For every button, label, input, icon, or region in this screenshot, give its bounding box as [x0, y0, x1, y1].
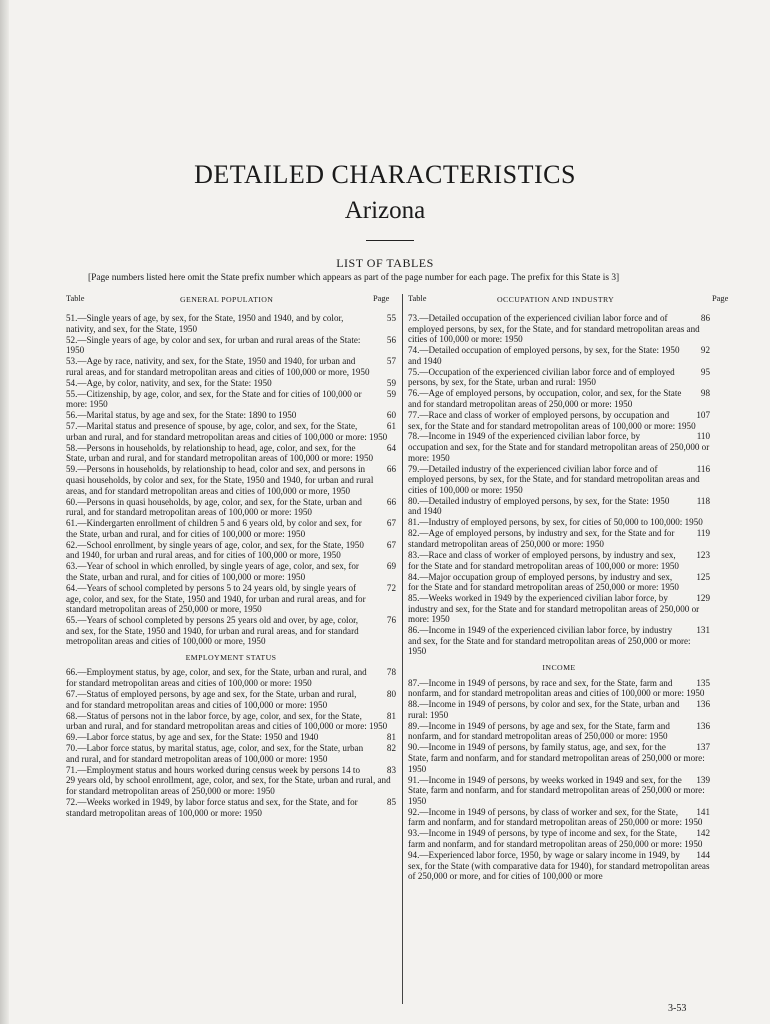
- entry-page-number: 61: [386, 421, 396, 432]
- entry-page-number: 107: [696, 409, 710, 420]
- entry-title: 69.—Labor force status, by age and sex, for the State: 1950 and 1940: [66, 732, 319, 743]
- entry-title: 63.—Year of school in which enrolled, by single years of age, color, and sex, for the State, urban and rural, and for cities of 100,000 or more: 1950: [66, 561, 359, 582]
- page-title: DETAILED CHARACTERISTICS: [194, 160, 576, 189]
- entry-title: 61.—Kindergarten enrollment of children 5 and 6 years old, by color and sex, for the State, urban and rural, and for cities of 100,000 or more: 1950: [66, 518, 362, 539]
- table-list-entry: [408, 517, 710, 528]
- occupation-industry-list: [408, 313, 710, 657]
- table-list-entry: [408, 775, 710, 807]
- right-table-label: Table: [408, 294, 427, 303]
- entry-title: 57.—Marital status and presence of spouse, by age, color, and sex, for the State, urban and rural, and for standard metropolitan areas and cities of 100,000 or more: 1950: [66, 421, 388, 442]
- table-list-entry: [66, 313, 396, 334]
- entry-page-number: 60: [386, 410, 396, 421]
- entry-title: 58.—Persons in households, by relationship to head, age, color, and sex, for the State, urban and rural, and for standard metropolitan areas of 100,000 or more: 1950: [66, 442, 374, 464]
- table-list-entry: [408, 625, 710, 657]
- entry-title: 54.—Age, by color, nativity, and sex, for the State: 1950: [66, 377, 272, 388]
- table-list-entry: [66, 497, 396, 518]
- general-population-list: [66, 313, 396, 647]
- entry-page-number: 69: [386, 561, 396, 572]
- entry-title: 72.—Weeks worked in 1949, by labor force status and sex, for the State, and for standard metropolitan areas of 100,000 or more: 1950: [66, 796, 358, 818]
- entry-page-number: 92: [700, 345, 710, 356]
- table-list-entry: [408, 572, 710, 593]
- entry-page-number: 123: [696, 549, 710, 560]
- entry-page-number: 118: [696, 495, 710, 506]
- entry-page-number: 80: [386, 689, 396, 700]
- entry-title: 65.—Years of school completed by persons 25 years old and over, by age, color, and sex, for the State, 1950 and 1940, for urban and rural areas, and for standard metropolitan areas and cities of 100,000 or more, 1950: [66, 615, 359, 647]
- column-divider: [402, 294, 403, 1004]
- entry-page-number: 116: [696, 463, 710, 474]
- page-number: 3-53: [668, 1003, 687, 1014]
- page-edge-shadow: [0, 0, 9, 1024]
- entry-page-number: 129: [696, 593, 710, 604]
- entry-page-number: 110: [696, 431, 710, 442]
- table-list-entry: [66, 540, 396, 561]
- entry-page-number: 81: [386, 732, 396, 743]
- entry-page-number: 57: [386, 356, 396, 367]
- entry-title: 76.—Age of employed persons, by occupation, color, and sex, for the State and for standard metropolitan areas of 250,000 or more: 1950: [408, 388, 682, 409]
- entry-page-number: 86: [700, 313, 710, 323]
- entry-page-number: 59: [386, 388, 396, 399]
- entry-page-number: 67: [386, 539, 396, 550]
- table-list-entry: [66, 583, 396, 615]
- entry-page-number: 66: [386, 464, 396, 475]
- table-list-entry: [408, 410, 710, 431]
- entry-title: 74.—Detailed occupation of employed persons, by sex, for the State: 1950 and 1940: [408, 345, 680, 366]
- table-list-entry: [408, 828, 710, 849]
- entry-title: 82.—Age of employed persons, by industry and sex, for the State and for standard metropolitan areas of 250,000 or more: 1950: [408, 528, 675, 549]
- table-list-entry: [66, 765, 396, 797]
- table-list-entry: [66, 667, 396, 688]
- entry-title: 59.—Persons in households, by relationship to head, color and sex, and persons in quasi households, by color and sex, for the State, 1950 and 1940, for urban and rural areas, and for standard metropolitan areas and cities of 100,000 or more, 1950: [66, 464, 374, 496]
- entry-page-number: 67: [386, 518, 396, 529]
- entry-page-number: 131: [696, 625, 710, 636]
- entry-title: 87.—Income in 1949 of persons, by race and sex, for the State, farm and nonfarm, and for standard metropolitan areas and cities of 100,000 or more: 1950: [408, 677, 705, 699]
- table-list-entry: [408, 550, 710, 571]
- table-list-entry: [66, 410, 396, 421]
- entry-title: 83.—Race and class of worker of employed persons, by industry and sex, for the State and for standard metropolitan areas of 100,000 or more: 1950: [408, 549, 679, 571]
- entry-title: 85.—Weeks worked in 1949 by the experienced civilian labor force, by industry and sex, for the State and for standard metropolitan areas of 250,000 or more: 1950: [408, 593, 700, 625]
- entry-title: 68.—Status of persons not in the labor force, by age, color, and sex, for the State, urban and rural, and for standard metropolitan areas and cities of 100,000 or more: 1950: [66, 710, 388, 732]
- table-list-entry: [408, 345, 710, 366]
- employment-status-heading: EMPLOYMENT STATUS: [185, 652, 277, 662]
- right-page-label: Page: [712, 294, 729, 303]
- table-list-entry: [408, 313, 710, 345]
- table-list-entry: [408, 807, 710, 828]
- list-title: LIST OF TABLES: [336, 256, 434, 270]
- left-page-label: Page: [373, 294, 390, 303]
- entry-page-number: 59: [386, 377, 396, 388]
- entry-page-number: 76: [386, 615, 396, 626]
- entry-page-number: 78: [386, 667, 396, 678]
- entry-page-number: 64: [386, 442, 396, 453]
- table-list-entry: [408, 678, 710, 699]
- table-list-entry: [66, 711, 396, 732]
- table-list-entry: [408, 721, 710, 742]
- employment-status-list: [66, 667, 396, 818]
- entry-page-number: 98: [700, 388, 710, 399]
- title-rule: [366, 240, 414, 241]
- entry-page-number: 95: [700, 366, 710, 377]
- entry-page-number: 72: [386, 582, 396, 593]
- table-list-entry: [408, 742, 710, 774]
- table-list-entry: [66, 421, 396, 442]
- entry-title: 80.—Detailed industry of employed persons, by sex, for the State: 1950 and 1940: [408, 495, 670, 517]
- entry-title: 79.—Detailed industry of the experienced civilian labor force and of employed persons, by sex, for the State, and for standard metropolitan areas and cities of 100,000 or more: 1950: [408, 463, 700, 495]
- entry-title: 88.—Income in 1949 of persons, by color and sex, for the State, urban and rural: 1950: [408, 699, 680, 720]
- entry-page-number: 142: [696, 828, 710, 839]
- entry-page-number: 83: [386, 764, 396, 775]
- entry-title: 71.—Employment status and hours worked during census week by persons 14 to 29 years old, by school enrollment, age, color, and sex, for the State, urban and rural, and for standard metropolitan areas of 250,000 or more: 1950: [66, 764, 391, 796]
- entry-page-number: 135: [696, 677, 710, 688]
- table-list-entry: [66, 356, 396, 377]
- table-list-entry: [66, 389, 396, 410]
- entry-title: 60.—Persons in quasi households, by age, color, and sex, for the State, urban and rural, and for standard metropolitan areas of 100,000 or more: 1950: [66, 496, 362, 518]
- table-list-entry: [66, 689, 396, 710]
- entry-title: 86.—Income in 1949 of the experienced civilian labor force, by industry and sex, for the State and for standard metropolitan areas of 250,000 or more: 1950: [408, 625, 691, 657]
- entry-title: 75.—Occupation of the experienced civilian labor force and of employed persons, by sex, for the State, urban and rural: 1950: [408, 366, 675, 388]
- entry-title: 91.—Income in 1949 of persons, by weeks worked in 1949 and sex, for the State, farm and nonfarm, and for standard metropolitan areas of 250,000 or more: 1950: [408, 774, 705, 806]
- entry-title: 89.—Income in 1949 of persons, by age and sex, for the State, farm and nonfarm, and for standard metropolitan areas of 250,000 or more: 1950: [408, 720, 670, 742]
- entry-title: 93.—Income in 1949 of persons, by type of income and sex, for the State, farm and nonfarm, and for standard metropolitan areas of 250,000 or more: 1950: [408, 828, 703, 849]
- table-list-entry: [408, 593, 710, 625]
- entry-title: 92.—Income in 1949 of persons, by class of worker and sex, for the State, farm and nonfarm, and for standard metropolitan areas of 250,000 or more: 1950: [408, 806, 703, 828]
- entry-page-number: 144: [696, 849, 710, 860]
- entry-title: 90.—Income in 1949 of persons, by family status, age, and sex, for the State, farm and nonfarm, and for standard metropolitan areas of 250,000 or more: 1950: [408, 742, 705, 774]
- entry-page-number: 125: [696, 571, 710, 582]
- table-list-entry: [408, 388, 710, 409]
- entry-title: 67.—Status of employed persons, by age and sex, for the State, urban and rural, and for standard metropolitan areas and cities of 100,000 or more: 1950: [66, 689, 357, 710]
- table-list-entry: [408, 850, 710, 882]
- table-list-entry: [66, 335, 396, 356]
- entry-title: 52.—Single years of age, by color and sex, for urban and rural areas of the State: 1950: [66, 334, 361, 356]
- entry-page-number: 119: [696, 528, 710, 539]
- table-list-entry: [408, 528, 710, 549]
- entry-title: 73.—Detailed occupation of the experienced civilian labor force and of employed persons, by sex, for the State, and for standard metropolitan areas and cities of 100,000 or more: 1950: [408, 313, 700, 345]
- table-list-entry: [66, 797, 396, 818]
- entry-title: 53.—Age by race, nativity, and sex, for the State, 1950 and 1940, for urban and rural areas, and for standard metropolitan areas and cities of 100,000 or more, 1950: [66, 356, 370, 377]
- income-heading: INCOME: [542, 663, 576, 673]
- entry-title: 55.—Citizenship, by age, color, and sex, for the State and for cities of 100,000 or more: 1950: [66, 388, 362, 410]
- general-population-heading: GENERAL POPULATION: [180, 295, 274, 304]
- table-list-entry: [408, 464, 710, 496]
- entry-title: 56.—Marital status, by age and sex, for the State: 1890 to 1950: [66, 410, 297, 421]
- right-column: [408, 313, 710, 882]
- entry-page-number: 139: [696, 774, 710, 785]
- table-list-entry: [408, 699, 710, 720]
- entry-title: 51.—Single years of age, by sex, for the State, 1950 and 1940, and by color, nativity, and sex, for the State, 1950: [66, 313, 344, 334]
- entry-title: 70.—Labor force status, by marital status, age, color, and sex, for the State, urban and rural, and for standard metropolitan areas of 100,000 or more: 1950: [66, 743, 364, 764]
- entry-page-number: 136: [696, 720, 710, 731]
- entry-page-number: 82: [386, 743, 396, 754]
- table-list-entry: [66, 464, 396, 496]
- table-list-entry: [408, 431, 710, 463]
- entry-title: 94.—Experienced labor force, 1950, by wage or salary income in 1949, by sex, for the State (with comparative data for 1940), for standard metropolitan areas of 250,000 or more, and for cities of 100,000 or more: [408, 849, 710, 882]
- entry-page-number: 56: [386, 334, 396, 345]
- table-list-entry: [66, 378, 396, 389]
- prefix-note: [Page numbers listed here omit the State prefix number which appears as part of the page number for each page. The prefix for this State is 3]: [88, 273, 620, 283]
- entry-title: 84.—Major occupation group of employed persons, by industry and sex, for the State and for standard metropolitan areas of 250,000 or more: 1950: [408, 571, 679, 593]
- table-list-entry: [66, 732, 396, 743]
- income-list: [408, 678, 710, 882]
- table-list-entry: [66, 561, 396, 582]
- entry-page-number: 66: [386, 496, 396, 507]
- entry-page-number: 141: [696, 806, 710, 817]
- entry-page-number: 81: [386, 710, 396, 721]
- entry-title: 81.—Industry of employed persons, by sex, for cities of 50,000 to 100,000: 1950: [408, 517, 703, 528]
- table-list-entry: [66, 443, 396, 464]
- entry-page-number: 55: [386, 313, 396, 323]
- table-list-entry: [66, 615, 396, 647]
- entry-page-number: 137: [696, 742, 710, 753]
- entry-page-number: 85: [386, 796, 396, 807]
- occupation-industry-heading: OCCUPATION AND INDUSTRY: [497, 295, 615, 304]
- entry-title: 77.—Race and class of worker of employed persons, by occupation and sex, for the State and for standard metropolitan areas of 100,000 or more: 1950: [408, 409, 696, 431]
- entry-title: 78.—Income in 1949 of the experienced civilian labor force, by occupation and sex, for the State and for standard metropolitan areas of 250,000 or more: 1950: [408, 431, 710, 463]
- left-column: [66, 313, 396, 819]
- table-list-entry: [408, 367, 710, 388]
- table-list-entry: [408, 496, 710, 517]
- state-name: Arizona: [344, 197, 426, 224]
- entry-title: 62.—School enrollment, by single years of age, color, and sex, for the State, 1950 and 1940, for urban and rural areas, and for cities of 100,000 or more, 1950: [66, 539, 364, 561]
- left-table-label: Table: [66, 294, 85, 303]
- entry-title: 66.—Employment status, by age, color, and sex, for the State, urban and rural, and for standard metropolitan areas and cities of 100,000 or more: 1950: [66, 667, 367, 689]
- entry-title: 64.—Years of school completed by persons 5 to 24 years old, by single years of age, color, and sex, for the State, 1950 and 1940, for urban and rural areas, and for standard metropolitan areas of 250,000 or more, 1950: [66, 582, 366, 615]
- table-list-entry: [66, 743, 396, 764]
- table-list-entry: [66, 518, 396, 539]
- entry-page-number: 136: [696, 699, 710, 710]
